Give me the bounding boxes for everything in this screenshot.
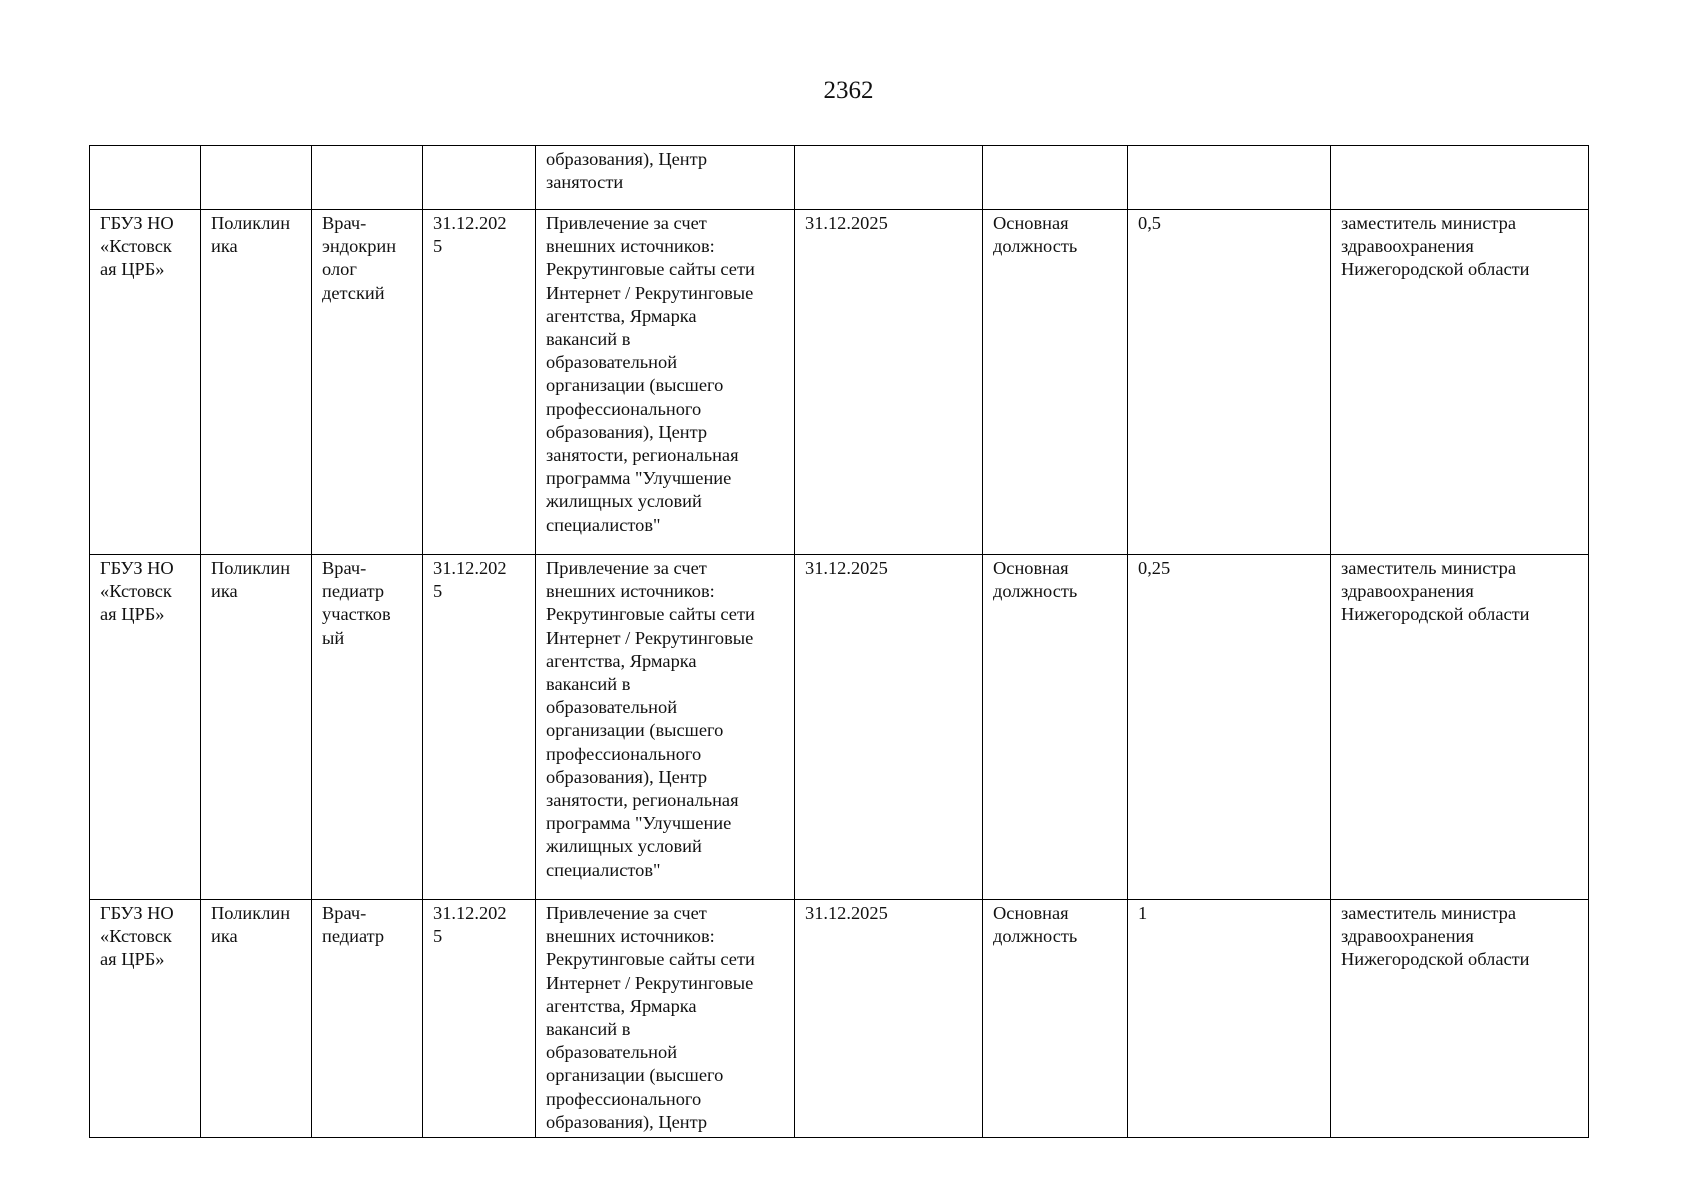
cell-text-line: ая ЦРБ» xyxy=(100,259,165,280)
cell-text-line: 0,5 xyxy=(1138,213,1161,233)
organization-cell xyxy=(90,146,201,210)
cell-text-line: здравоохранения xyxy=(1341,236,1474,257)
cell-text-line: Рекрутинговые сайты сети xyxy=(546,949,755,970)
table-row xyxy=(90,555,1589,900)
department-cell xyxy=(201,210,312,555)
cell-text-line: ГБУЗ НО xyxy=(100,558,174,578)
cell-text-line: участков xyxy=(322,604,391,625)
cell-text-line: Нижегородской области xyxy=(1341,604,1530,625)
cell-text-line: олог xyxy=(322,259,357,280)
cell-text-line: 31.12.202 xyxy=(433,903,507,923)
cell-text-line: жилищных условий xyxy=(546,491,702,512)
cell-text-line: внешних источников: xyxy=(546,926,715,947)
cell-text-line: жилищных условий xyxy=(546,836,702,857)
cell-text-line: должность xyxy=(993,236,1078,257)
cell-text-line: занятости, региональная xyxy=(546,445,739,466)
cell-text-line: педиатр xyxy=(322,926,385,947)
deadline-cell xyxy=(795,900,983,1138)
cell-text-line: Основная xyxy=(993,903,1069,923)
cell-text-line: агентства, Ярмарка xyxy=(546,650,697,671)
cell-text-line: внешних источников: xyxy=(546,581,715,602)
department-cell xyxy=(201,900,312,1138)
cell-text-line: Поликлин xyxy=(211,213,291,233)
cell-text-line: Рекрутинговые сайты сети xyxy=(546,604,755,625)
cell-text-line: образовательной xyxy=(546,352,678,373)
cell-text-line: образования), Центр xyxy=(546,1111,708,1132)
recruitment-method-cell xyxy=(536,210,795,555)
cell-text-line: ика xyxy=(211,926,238,947)
responsible-cell xyxy=(1331,210,1589,555)
page-number: 2362 xyxy=(823,77,874,104)
cell-text-line: 1 xyxy=(1138,903,1148,923)
cell-text-line: образования), Центр xyxy=(546,766,708,787)
date-cell xyxy=(423,146,536,210)
cell-text-line: организации (высшего xyxy=(546,1065,724,1086)
cell-text-line: ика xyxy=(211,236,238,257)
cell-text-line: педиатр xyxy=(322,581,385,602)
cell-text-line: должность xyxy=(993,926,1078,947)
cell-text-line: вакансий в xyxy=(546,1019,631,1040)
cell-text-line: внешних источников: xyxy=(546,236,715,257)
organization-cell xyxy=(90,210,201,555)
cell-text-line: детский xyxy=(322,282,385,303)
cell-text-line: Рекрутинговые сайты сети xyxy=(546,259,755,280)
cell-text-line: профессионального xyxy=(546,1088,702,1109)
cell-text-line: «Кстовск xyxy=(100,236,172,257)
cell-text-line: ый xyxy=(322,627,345,648)
cell-text-line: Нижегородской области xyxy=(1341,949,1530,970)
cell-text-line: занятости, региональная xyxy=(546,790,739,811)
employment-type-cell xyxy=(983,555,1128,900)
cell-text-line: ика xyxy=(211,581,238,602)
cell-text-line: 0,25 xyxy=(1138,558,1171,578)
cell-text-line: 5 xyxy=(433,581,443,602)
employment-type-cell xyxy=(983,146,1128,210)
cell-text-line: образовательной xyxy=(546,697,678,718)
table-row xyxy=(90,210,1589,555)
cell-text-line: Поликлин xyxy=(211,558,291,578)
cell-text-line: Нижегородской области xyxy=(1341,259,1530,280)
cell-text-line: «Кстовск xyxy=(100,581,172,602)
table-body xyxy=(90,146,1589,1138)
date-cell xyxy=(423,210,536,555)
cell-text-line: заместитель министра xyxy=(1341,558,1517,578)
date-cell xyxy=(423,555,536,900)
cell-text-line: ГБУЗ НО xyxy=(100,213,174,233)
cell-text-line: Врач- xyxy=(322,903,367,923)
department-cell xyxy=(201,555,312,900)
responsible-cell xyxy=(1331,900,1589,1138)
cell-text-line: эндокрин xyxy=(322,236,397,257)
cell-text-line: организации (высшего xyxy=(546,720,724,741)
cell-text-line: организации (высшего xyxy=(546,375,724,396)
cell-text-line: Основная xyxy=(993,213,1069,233)
position-cell xyxy=(312,146,423,210)
vacancy-table xyxy=(89,145,1589,1138)
employment-type-cell xyxy=(983,900,1128,1138)
cell-text-line: заместитель министра xyxy=(1341,903,1517,923)
cell-text-line: вакансий в xyxy=(546,674,631,695)
recruitment-method-cell xyxy=(536,146,795,210)
cell-text-line: образования), Центр xyxy=(546,149,708,169)
cell-text-line: 5 xyxy=(433,926,443,947)
deadline-cell xyxy=(795,210,983,555)
responsible-cell xyxy=(1331,555,1589,900)
rate-cell xyxy=(1128,900,1331,1138)
table-row xyxy=(90,146,1589,210)
cell-text-line: программа "Улучшение xyxy=(546,813,732,834)
deadline-cell xyxy=(795,555,983,900)
cell-text-line: заместитель министра xyxy=(1341,213,1517,233)
organization-cell xyxy=(90,900,201,1138)
cell-text-line: должность xyxy=(993,581,1078,602)
cell-text-line: Привлечение за счет xyxy=(546,213,707,233)
cell-text-line: Основная xyxy=(993,558,1069,578)
cell-text-line: ая ЦРБ» xyxy=(100,604,165,625)
cell-text-line: 31.12.202 xyxy=(433,213,507,233)
rate-cell xyxy=(1128,555,1331,900)
cell-text-line: вакансий в xyxy=(546,329,631,350)
cell-text-line: «Кстовск xyxy=(100,926,172,947)
cell-text-line: Врач- xyxy=(322,213,367,233)
cell-text-line: здравоохранения xyxy=(1341,581,1474,602)
cell-text-line: 5 xyxy=(433,236,443,257)
cell-text-line: агентства, Ярмарка xyxy=(546,995,697,1016)
cell-text-line: образования), Центр xyxy=(546,421,708,442)
cell-text-line: программа "Улучшение xyxy=(546,468,732,489)
cell-text-line: агентства, Ярмарка xyxy=(546,305,697,326)
cell-text-line: профессионального xyxy=(546,398,702,419)
cell-text-line: Привлечение за счет xyxy=(546,903,707,923)
table-row xyxy=(90,900,1589,1138)
position-cell xyxy=(312,900,423,1138)
cell-text-line: 31.12.2025 xyxy=(805,558,888,578)
cell-text-line: образовательной xyxy=(546,1042,678,1063)
rate-cell xyxy=(1128,210,1331,555)
responsible-cell xyxy=(1331,146,1589,210)
cell-text-line: ГБУЗ НО xyxy=(100,903,174,923)
cell-text-line: 31.12.202 xyxy=(433,558,507,578)
organization-cell xyxy=(90,555,201,900)
rate-cell xyxy=(1128,146,1331,210)
cell-text-line: 31.12.2025 xyxy=(805,903,888,923)
cell-text-line: специалистов" xyxy=(546,859,661,880)
cell-text-line: Интернет / Рекрутинговые xyxy=(546,972,754,993)
cell-text-line: специалистов" xyxy=(546,514,661,535)
position-cell xyxy=(312,555,423,900)
department-cell xyxy=(201,146,312,210)
cell-text-line: Интернет / Рекрутинговые xyxy=(546,627,754,648)
employment-type-cell xyxy=(983,210,1128,555)
recruitment-method-cell xyxy=(536,555,795,900)
cell-text-line: Врач- xyxy=(322,558,367,578)
cell-text-line: занятости xyxy=(546,172,624,193)
recruitment-method-cell xyxy=(536,900,795,1138)
cell-text-line: 31.12.2025 xyxy=(805,213,888,233)
cell-text-line: Привлечение за счет xyxy=(546,558,707,578)
position-cell xyxy=(312,210,423,555)
cell-text-line: Поликлин xyxy=(211,903,291,923)
cell-text-line: Интернет / Рекрутинговые xyxy=(546,282,754,303)
cell-text-line: ая ЦРБ» xyxy=(100,949,165,970)
cell-text-line: профессионального xyxy=(546,743,702,764)
date-cell xyxy=(423,900,536,1138)
cell-text-line: здравоохранения xyxy=(1341,926,1474,947)
deadline-cell xyxy=(795,146,983,210)
